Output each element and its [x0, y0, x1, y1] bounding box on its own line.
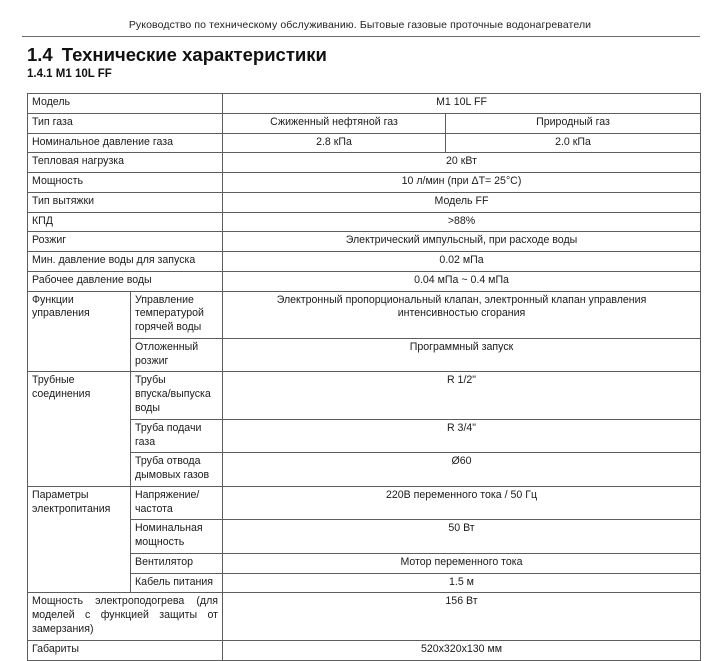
- table-row: [28, 173, 701, 193]
- value-line: интенсивностью сгорания: [397, 307, 526, 320]
- table-row: [28, 593, 701, 640]
- row-value-working-water-pressure: 0.04 мПа ~ 0.4 мПа: [223, 271, 701, 291]
- table-row: [28, 232, 701, 252]
- table-row: [28, 291, 701, 338]
- group-label-line: управления: [32, 307, 90, 320]
- sub-label-line: частота: [135, 502, 173, 515]
- sub-label-line: Номинальная: [135, 522, 203, 535]
- sub-label-line: Труба подачи: [135, 421, 202, 434]
- row-value-min-water-pressure: 0.02 мПа: [223, 252, 701, 272]
- row-value-heat-load: 20 кВт: [223, 153, 701, 173]
- group-label-line: электропитания: [32, 502, 111, 515]
- row-value-fan: Мотор переменного тока: [223, 553, 701, 573]
- row-value-delayed-ignition: Программный запуск: [223, 338, 701, 372]
- row-value-gas-type-lpg: Сжиженный нефтяной газ: [223, 113, 446, 133]
- row-value-ignition: Электрический импульсный, при расходе воды: [223, 232, 701, 252]
- row-value-power: 10 л/мин (при ΔT= 25°C): [223, 173, 701, 193]
- sub-label-line: мощность: [135, 536, 185, 549]
- sub-label-line: дымовых газов: [135, 469, 210, 482]
- row-value-gas-type-natural: Природный газ: [446, 113, 701, 133]
- table-row: [28, 94, 701, 114]
- row-value-nominal-pressure-natural: 2.0 кПа: [446, 133, 701, 153]
- row-label-rated-power: [131, 520, 223, 554]
- table-row: [28, 372, 701, 419]
- group-label-line: Параметры: [32, 488, 89, 501]
- row-value-gas-pipe: R 3/4": [223, 419, 701, 453]
- row-label-nominal-pressure: Номинальное давление газа: [28, 133, 223, 153]
- row-value-dimensions: 520x320x130 мм: [223, 640, 701, 660]
- row-value-temp-control: [223, 291, 701, 338]
- row-label-model: Модель: [28, 94, 223, 114]
- section-title: Технические характеристики: [61, 44, 327, 65]
- row-label-heat-load: Тепловая нагрузка: [28, 153, 223, 173]
- row-label-hood-type: Тип вытяжки: [28, 192, 223, 212]
- row-label-gas-type: Тип газа: [28, 113, 223, 133]
- row-label-power: Мощность: [28, 173, 223, 193]
- sub-label-line: температурой: [135, 307, 204, 320]
- sub-label-line: Трубы: [135, 374, 166, 387]
- row-value-hood-type: Модель FF: [223, 192, 701, 212]
- row-group-pipe-connections: [28, 372, 131, 486]
- sub-label-line: Труба отвода: [135, 455, 201, 468]
- row-label-working-water-pressure: Рабочее давление воды: [28, 271, 223, 291]
- row-value-flue-pipe: Ø60: [223, 453, 701, 487]
- sub-label-line: воды: [135, 402, 160, 415]
- row-label-efficiency: КПД: [28, 212, 223, 232]
- sub-label-line: впуска/выпуска: [135, 388, 211, 401]
- sub-label-line: горячей воды: [135, 321, 202, 334]
- row-label-antifreeze-heating: Мощность электроподогрева (для моделей с функцией защиты от замерзания): [28, 593, 223, 640]
- row-label-temp-control: [131, 291, 223, 338]
- row-value-voltage-frequency: 220В переменного тока / 50 Гц: [223, 486, 701, 520]
- group-label-line: Трубные: [32, 374, 75, 387]
- row-group-power-supply: [28, 486, 131, 593]
- table-row: [28, 133, 701, 153]
- row-value-antifreeze-heating: 156 Вт: [223, 593, 701, 640]
- row-label-power-cable: Кабель питания: [131, 573, 223, 593]
- row-value-power-cable: 1.5 м: [223, 573, 701, 593]
- sub-label-line: Напряжение/: [135, 488, 200, 501]
- specifications-table: [27, 93, 701, 661]
- row-label-flue-pipe: [131, 453, 223, 487]
- table-row: [28, 153, 701, 173]
- running-header: Руководство по техническому обслуживанию. Бытовые газовые проточные водонагреватели: [128, 19, 592, 31]
- subsection-title: 1.4.1 M1 10L FF: [27, 68, 112, 80]
- row-label-delayed-ignition: [131, 338, 223, 372]
- group-label-line: соединения: [32, 388, 91, 401]
- table-row: [28, 252, 701, 272]
- sub-label-line: газа: [135, 435, 156, 448]
- row-label-fan: Вентилятор: [131, 553, 223, 573]
- header-divider-rule: [22, 36, 700, 37]
- row-value-rated-power: 50 Вт: [223, 520, 701, 554]
- row-label-min-water-pressure: Мин. давление воды для запуска: [28, 252, 223, 272]
- sub-label-line: Управление: [135, 293, 194, 306]
- table-row: [28, 212, 701, 232]
- row-label-gas-pipe: [131, 419, 223, 453]
- table-row: [28, 486, 701, 520]
- row-value-water-pipes: R 1/2": [223, 372, 701, 419]
- row-label-water-pipes: [131, 372, 223, 419]
- row-label-dimensions: Габариты: [28, 640, 223, 660]
- page-title: [27, 44, 327, 66]
- row-value-nominal-pressure-lpg: 2.8 кПа: [223, 133, 446, 153]
- table-row: [28, 640, 701, 660]
- sub-label-line: розжиг: [135, 354, 169, 367]
- row-label-voltage-frequency: [131, 486, 223, 520]
- table-row: [28, 113, 701, 133]
- row-group-control-functions: [28, 291, 131, 372]
- row-label-ignition: Розжиг: [28, 232, 223, 252]
- row-value-model: M1 10L FF: [223, 94, 701, 114]
- sub-label-line: Отложенный: [135, 340, 199, 353]
- value-line: Электронный пропорциональный клапан, электронный клапан управления: [276, 293, 647, 306]
- row-value-efficiency: >88%: [223, 212, 701, 232]
- section-number: 1.4: [27, 44, 53, 65]
- table-row: [28, 192, 701, 212]
- table-row: [28, 271, 701, 291]
- group-label-line: Функции: [32, 293, 74, 306]
- specifications-table-container: [27, 93, 700, 661]
